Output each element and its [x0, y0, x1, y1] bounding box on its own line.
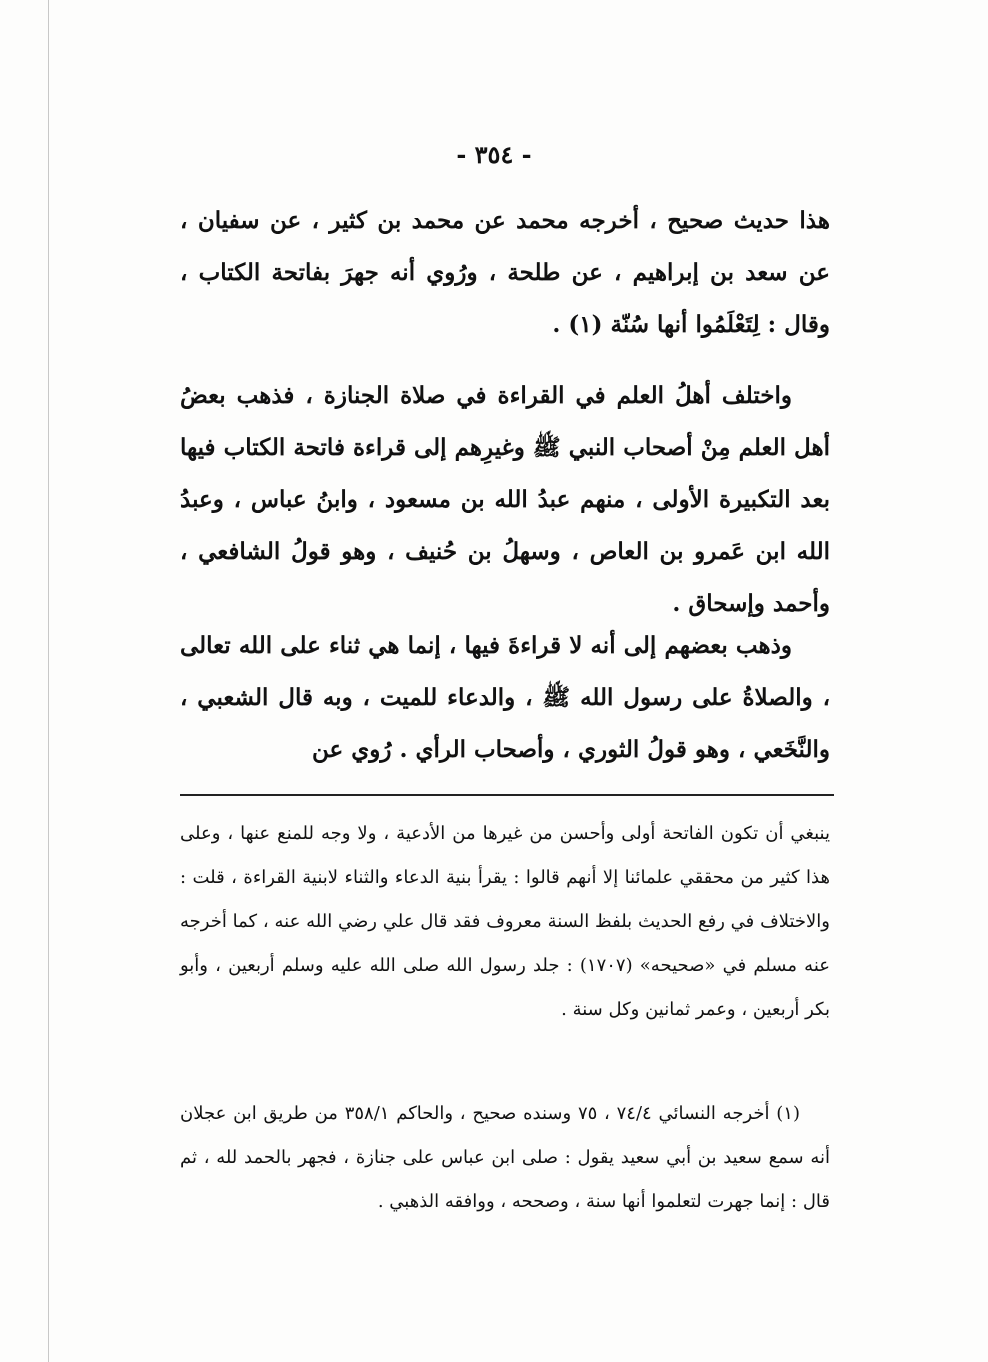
- paragraph-funeral-recitation-first-opinion: واختلف أهلُ العلم في القراءة في صلاة الجنازة ، فذهب بعضُ أهل العلم مِنْ أصحاب النبي ﷺ وغيرِهم إلى قراءة فاتحة الكتاب فيها بعد التكبيرة الأولى ، منهم عبدُ الله بن مسعود ، وابنُ عباس ، وعبدُ الله ابن عَمرو بن العاص ، وسهلُ بن حُنيف ، وهو قولُ الشافعي ، وأحمد وإسحاق .: [180, 382, 830, 617]
- footnote-separator: [180, 794, 834, 796]
- footnote-commentary: ينبغي أن تكون الفاتحة أولى وأحسن من غيرها من الأدعية ، ولا وجه للمنع عنها ، وعلى هذا كثير من محققي علمائنا إلا أنهم قالوا : يقرأ بنية الدعاء والثناء لابنية القراءة ، قلت : والاختلاف في رفع الحديث بلفظ السنة معروف فقد قال علي رضي الله عنه ، كما أخرجه عنه مسلم في «صحيحه» (١٧٠٧) : جلد رسول الله صلى الله عليه وسلم أربعين ، وأبو بكر أربعين ، وعمر ثمانين وكل سنة .: [180, 823, 830, 1020]
- paragraph-hadith-authentication: هذا حديث صحيح ، أخرجه محمد عن محمد بن كثير ، عن سفيان ، عن سعد بن إبراهيم ، عن طلحة ، ورُوي أنه جهرَ بفاتحة الكتاب ، وقال : لِتَعْلَمُوا أنها سُنّة (١) .: [180, 207, 830, 338]
- paragraph-funeral-recitation-second-opinion: وذهب بعضهم إلى أنه لا قراءةَ فيها ، إنما هي ثناء على الله تعالى ، والصلاةُ على رسول الله ﷺ ، والدعاء للميت ، وبه قال الشعبي ، والنَّخَعي ، وهو قولُ الثوري ، وأصحاب الرأي . رُوي عن: [180, 632, 830, 763]
- page-number: - ٣٥٤ -: [456, 140, 532, 169]
- footnote-1-citation: (١) أخرجه النسائي ٧٤/٤ ، ٧٥ وسنده صحيح ، والحاكم ٣٥٨/١ من طريق ابن عجلان أنه سمع سعيد بن أبي سعيد يقول : صلى ابن عباس على جنازة ، فجهر بالحمد لله ، ثم قال : إنما جهرت لتعلموا أنها سنة ، وصححه ، ووافقه الذهبي .: [180, 1103, 830, 1212]
- page-margin-line: [48, 0, 49, 1362]
